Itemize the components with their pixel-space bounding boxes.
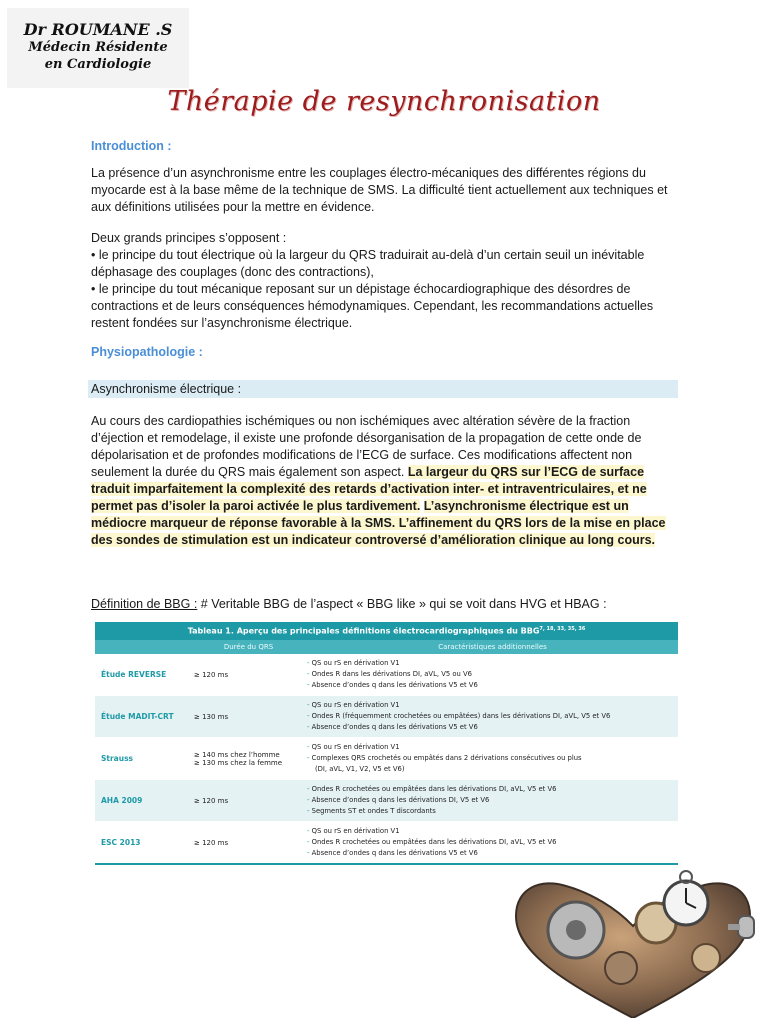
table-row	[95, 738, 678, 780]
section-band-asynchronisme: Asynchronisme électrique :	[88, 380, 678, 398]
row-study: Strauss	[95, 738, 190, 780]
wind-key-icon	[738, 916, 754, 938]
gear-icon	[605, 952, 637, 984]
table-row	[95, 654, 678, 696]
row-duration: ≥ 140 ms chez l’homme ≥ 130 ms chez la femme	[190, 738, 307, 780]
author-logo	[7, 8, 189, 88]
table-row	[95, 696, 678, 738]
physio-text: Au cours des cardiopathies ischémiques ou non ischémiques avec altération sévère de la fraction d’éjection et remodelage, il existe une profonde désorganisation de la propagation de cette onde de dépolarisation et de profondes modifications de l’ECG de surface. Ces modifications affectent non seulement la durée du QRS mais également son aspect.	[91, 414, 642, 479]
introduction-paragraph: La présence d’un asynchronisme entre les couplages électro-mécaniques des différentes régions du myocarde est à la base même de la technique de SMS. La difficulté tient actuellement aux techniques et aux définitions utilisées pour la mettre en évidence.	[91, 166, 668, 214]
principle-electric: • le principe du tout électrique où la largeur du QRS traduirait au-delà d’un certain seuil un inévitable déphasage des couplages (donc des contractions),	[91, 248, 645, 279]
page-title: Thérapie de resynchronisation	[167, 86, 601, 117]
row-characteristics: - QS ou rS en dérivation V1 - Ondes R (fréquemment crochetées ou empâtées) dans les dérivations DI, aVL, V5 et V6 - Absence d’ondes q dans les dérivations V5 et V6	[307, 696, 678, 738]
table-caption: Tableau 1. Aperçu des principales définitions électrocardiographiques du BBG$^{7, 18, 33, 35, 36}$	[95, 622, 678, 640]
definition-text: # Veritable BBG de l’aspect « BBG like » qui se voit dans HVG et HBAG :	[197, 597, 607, 611]
principle-mechanical: • le principe du tout mécanique reposant sur un dépistage échocardiographique des désordres de contractions et de leurs conséquences hémodynamiques. Cependant, les recommandations actuelles restent fondées sur l’asynchronisme électrique.	[91, 282, 654, 330]
highlight-qrs-width: La largeur du QRS sur l’ECG de surface traduit imparfaitement la complexité des retards d’activation inter- et intraventriculaires, et ne permet pas d’isoler la paroi activée le plus tardivement.	[91, 465, 647, 513]
row-characteristics: - Ondes R crochetées ou empâtées dans les dérivations DI, aVL, V5 et V6 - Absence d’ondes q dans les dérivations DI, V5 et V6 - Segments ST et ondes T discordants	[307, 780, 678, 822]
table-row	[95, 822, 678, 865]
row-duration: ≥ 130 ms	[190, 696, 307, 738]
table-row	[95, 780, 678, 822]
column-header-study	[95, 640, 190, 654]
principles-intro: Deux grands principes s’opposent :	[91, 231, 287, 245]
logo-role: Médecin Résidente	[28, 40, 168, 55]
column-header-characteristics: Caractéristiques additionnelles	[307, 640, 678, 654]
row-characteristics: - QS ou rS en dérivation V1 - Complexes QRS crochetés ou empâtés dans 2 dérivations consécutives ou plus (DI, aVL, V1, V2, V5 et V6)	[307, 738, 678, 780]
row-duration: ≥ 120 ms	[190, 654, 307, 696]
gear-icon	[692, 944, 720, 972]
principles-paragraph	[91, 230, 683, 332]
bbg-definitions-table	[95, 622, 678, 865]
row-study: Étude REVERSE	[95, 654, 190, 696]
highlight-electric-asynchronism: L’asynchronisme électrique est un médiocre marqueur de réponse favorable à la SMS. L’affinement du QRS lors de la mise en place des sondes de stimulation est un indicateur controversé d’amélioration clinique au long cours.	[91, 499, 666, 547]
row-duration: ≥ 120 ms	[190, 822, 307, 865]
physiopathologie-paragraph	[91, 413, 683, 549]
row-study: AHA 2009	[95, 780, 190, 822]
row-characteristics: - QS ou rS en dérivation V1 - Ondes R crochetées ou empâtées dans les dérivations DI, aVL, V5 et V6 - Absence d’ondes q dans les dérivations V5 et V6	[307, 822, 678, 865]
row-study: ESC 2013	[95, 822, 190, 865]
wind-key-shaft	[728, 924, 740, 930]
row-study: Étude MADIT-CRT	[95, 696, 190, 738]
bbg-definition	[91, 597, 607, 611]
row-characteristics: - QS ou rS en dérivation V1 - Ondes R dans les dérivations DI, aVL, V5 ou V6 - Absence d’ondes q dans les dérivations V5 et V6	[307, 654, 678, 696]
caption-refs: 7, 18, 33, 35, 36	[539, 626, 586, 633]
definition-label: Définition de BBG :	[91, 597, 198, 611]
column-header-duration: Durée du QRS	[190, 640, 307, 654]
physiopathologie-heading: Physiopathologie :	[91, 345, 203, 359]
introduction-heading: Introduction :	[91, 139, 172, 153]
mechanical-heart-illustration	[506, 868, 760, 1018]
row-duration: ≥ 120 ms	[190, 780, 307, 822]
logo-name: Dr ROUMANE .S	[23, 20, 173, 39]
logo-specialty: en Cardiologie	[44, 57, 152, 72]
gear-hub	[566, 920, 586, 940]
